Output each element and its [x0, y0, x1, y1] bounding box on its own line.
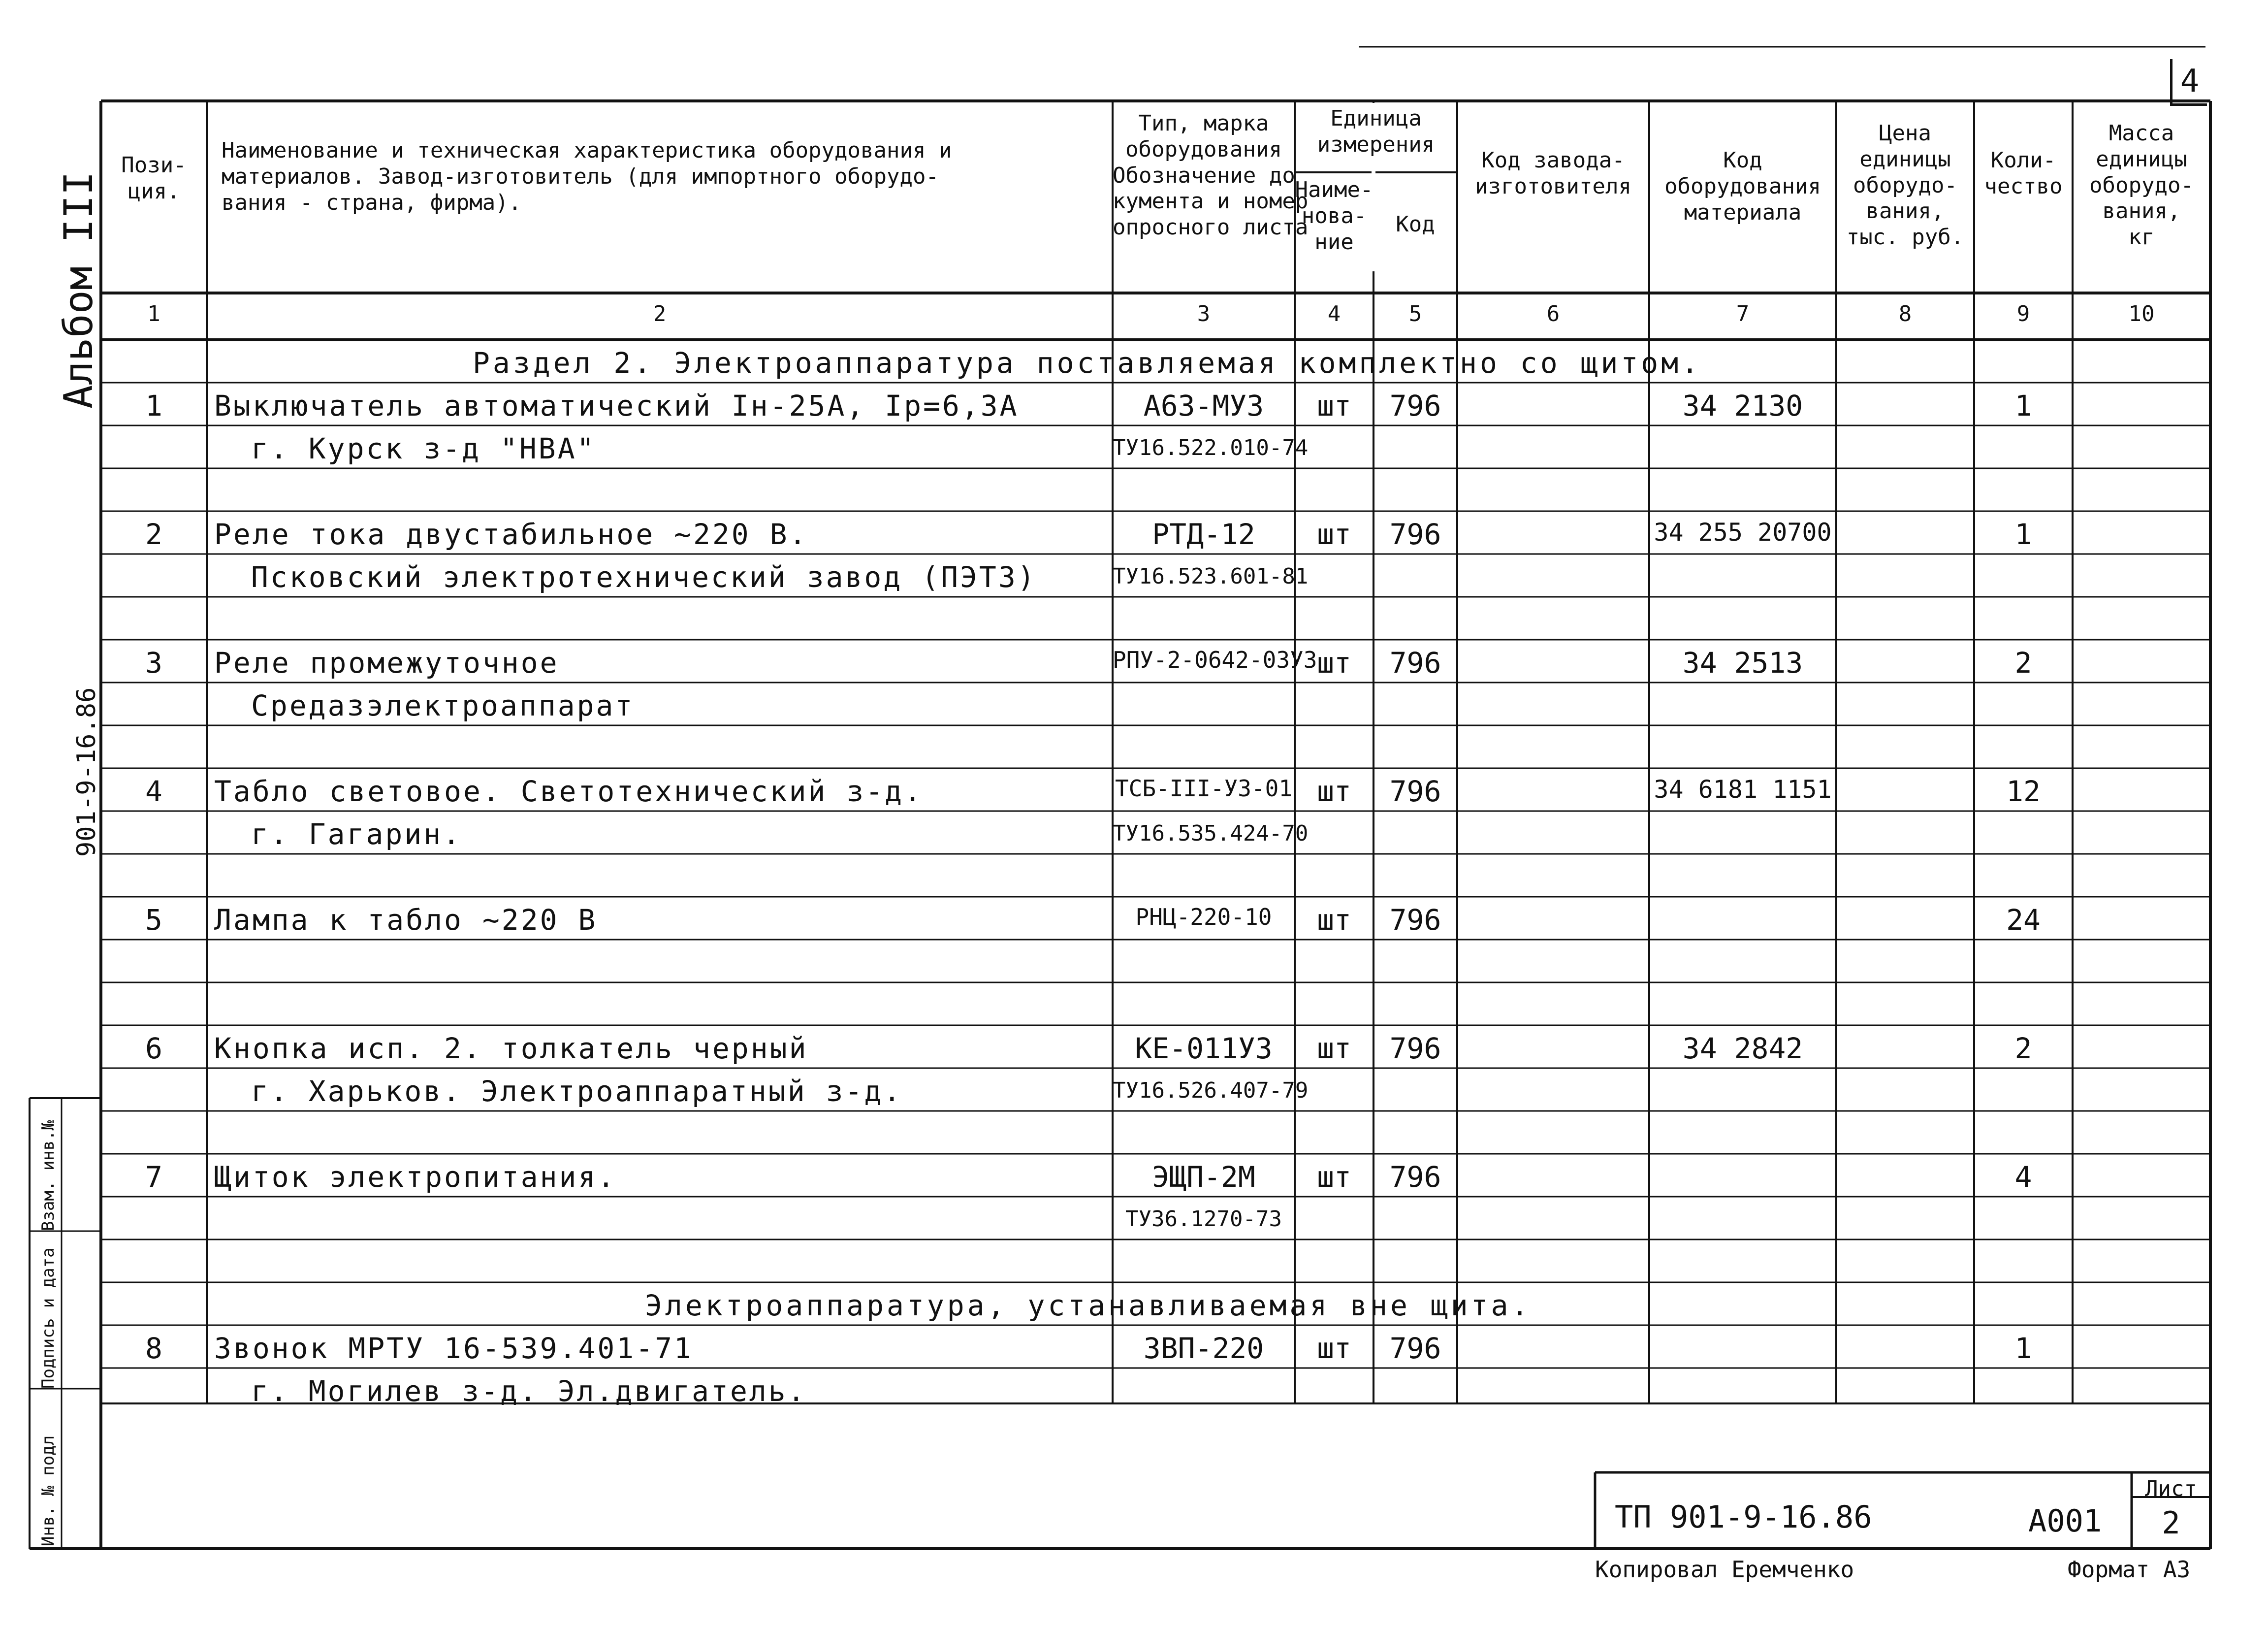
column-number: 3: [1197, 301, 1211, 326]
quantity-cell: 1: [2014, 389, 2032, 423]
type-cell: ЭЩП-2М: [1152, 1160, 1255, 1194]
title-block-album: А001: [2028, 1503, 2102, 1539]
name-cell: Выключатель автоматический Iн-25А, Iр=6,3А: [214, 389, 1019, 423]
unit-code-cell: 796: [1389, 1032, 1441, 1065]
header-unit-name: Наиме- нова- ние: [1295, 177, 1374, 255]
unit-code-cell: 796: [1389, 903, 1441, 937]
name-cell: Псковский электротехнический завод (ПЭТЗ): [251, 560, 1037, 594]
type-cell: А63-МУ3: [1143, 389, 1264, 423]
position-cell: 2: [145, 518, 162, 551]
section-heading: Электроаппаратура, устанавливаемая вне щита.: [645, 1289, 1532, 1322]
position-cell: 3: [145, 646, 162, 680]
column-number: 2: [653, 301, 667, 326]
type-cell: РПУ-2-0642-03У3: [1113, 647, 1317, 673]
type-cell: ТУ16.535.424-70: [1113, 821, 1309, 846]
quantity-cell: 2: [2014, 646, 2032, 680]
type-cell: ТУ16.522.010-74: [1113, 435, 1309, 460]
unit-name-cell: шт: [1317, 903, 1351, 937]
equipment-code-cell: 34 255 20700: [1654, 518, 1832, 547]
header-price: Цена единицы оборудо- вания, тыс. руб.: [1846, 121, 1964, 250]
name-cell: Лампа к табло ~220 В: [214, 903, 598, 937]
name-cell: Табло световое. Светотехнический з-д.: [214, 775, 924, 808]
type-cell: ТУ16.526.407-79: [1113, 1078, 1309, 1103]
sheet-number-corner: 4: [2170, 59, 2207, 106]
unit-name-cell: шт: [1317, 1160, 1351, 1194]
unit-name-cell: шт: [1317, 389, 1351, 423]
name-cell: Средазэлектроаппарат: [251, 689, 635, 722]
header-factory-code: Код завода- изготовителя: [1475, 148, 1631, 199]
title-block-doc: ТП 901-9-16.86: [1615, 1499, 1872, 1535]
quantity-cell: 24: [2006, 903, 2041, 937]
name-cell: г. Курск з-д "НВА": [251, 432, 596, 465]
position-cell: 5: [145, 903, 162, 937]
name-cell: Щиток электропитания.: [214, 1160, 617, 1194]
header-type: Тип, марка оборудования Обозначение до кумента и номер опросного листа: [1113, 111, 1309, 240]
header-unit-group: Единица измерения: [1317, 106, 1435, 157]
quantity-cell: 1: [2014, 518, 2032, 551]
column-number: 7: [1736, 301, 1750, 326]
type-cell: ТСБ-III-У3-01: [1115, 775, 1293, 802]
position-cell: 6: [145, 1032, 162, 1065]
column-number: 8: [1898, 301, 1912, 326]
position-cell: 1: [145, 389, 162, 423]
album-label: Альбом III: [56, 171, 101, 409]
unit-code-cell: 796: [1389, 518, 1441, 551]
position-cell: 8: [145, 1332, 162, 1365]
position-cell: 7: [145, 1160, 162, 1194]
header-position: Пози- ция.: [121, 153, 187, 204]
stamp-replace-label: Взам. инв.№: [38, 1120, 58, 1231]
header-quantity: Коли- чество: [1984, 148, 2063, 199]
name-cell: г. Харьков. Электроаппаратный з-д.: [251, 1075, 903, 1108]
name-cell: Кнопка исп. 2. толкатель черный: [214, 1032, 808, 1065]
unit-code-cell: 796: [1389, 1160, 1441, 1194]
title-block-sheet-label: Лист: [2145, 1476, 2197, 1501]
name-cell: г. Гагарин.: [251, 817, 462, 851]
unit-name-cell: шт: [1317, 646, 1351, 680]
equipment-code-cell: 34 2513: [1682, 646, 1803, 680]
header-mass: Масса единицы оборудо- вания, кг: [2089, 121, 2194, 250]
unit-code-cell: 796: [1389, 646, 1441, 680]
equipment-code-cell: 34 6181 1151: [1654, 775, 1832, 804]
unit-name-cell: шт: [1317, 1332, 1351, 1365]
quantity-cell: 4: [2014, 1160, 2032, 1194]
type-cell: ТУ16.523.601-81: [1113, 564, 1309, 589]
quantity-cell: 12: [2006, 775, 2041, 808]
section-heading: Раздел 2. Электроаппаратура поставляемая комплектно со щитом.: [473, 346, 1702, 380]
name-cell: Реле тока двустабильное ~220 В.: [214, 518, 808, 551]
column-number: 5: [1408, 301, 1422, 326]
position-cell: 4: [145, 775, 162, 808]
type-cell: РНЦ-220-10: [1135, 904, 1272, 930]
name-cell: Реле промежуточное: [214, 646, 559, 680]
footer-format: Формат А3: [2068, 1556, 2191, 1583]
column-number: 1: [147, 301, 160, 326]
stamp-inv-label: Инв. № подл: [38, 1435, 58, 1546]
column-number: 4: [1327, 301, 1341, 326]
type-cell: РТД-12: [1152, 518, 1255, 551]
type-cell: КЕ-011У3: [1135, 1032, 1273, 1065]
unit-code-cell: 796: [1389, 775, 1441, 808]
stamp-sign-label: Подпись и дата: [38, 1247, 58, 1389]
name-cell: г. Могилев з-д. Эл.двигатель.: [251, 1374, 807, 1408]
equipment-code-cell: 34 2130: [1682, 389, 1803, 423]
unit-name-cell: шт: [1317, 775, 1351, 808]
column-number: 9: [2016, 301, 2030, 326]
header-equipment-code: Код оборудования материала: [1664, 148, 1821, 225]
unit-name-cell: шт: [1317, 1032, 1351, 1065]
header-unit-code: Код: [1396, 212, 1435, 237]
footer-copied: Копировал Еремченко: [1595, 1556, 1854, 1583]
type-cell: ЗВП-220: [1143, 1332, 1264, 1365]
column-number: 10: [2128, 301, 2155, 326]
header-name: Наименование и техническая характеристика оборудования и материалов. Завод-изготовитель (для импортного оборудо- вания - страна, фирма).: [222, 138, 952, 215]
quantity-cell: 1: [2014, 1332, 2032, 1365]
unit-code-cell: 796: [1389, 1332, 1441, 1365]
title-block-sheet: 2: [2162, 1505, 2180, 1541]
name-cell: Звонок МРТУ 16-539.401-71: [214, 1332, 693, 1365]
quantity-cell: 2: [2014, 1032, 2032, 1065]
column-number: 6: [1546, 301, 1560, 326]
type-cell: ТУ36.1270-73: [1125, 1206, 1282, 1232]
unit-code-cell: 796: [1389, 389, 1441, 423]
doc-code-vertical: 901-9-16.86: [72, 687, 101, 857]
equipment-code-cell: 34 2842: [1682, 1032, 1803, 1065]
unit-name-cell: шт: [1317, 518, 1351, 551]
